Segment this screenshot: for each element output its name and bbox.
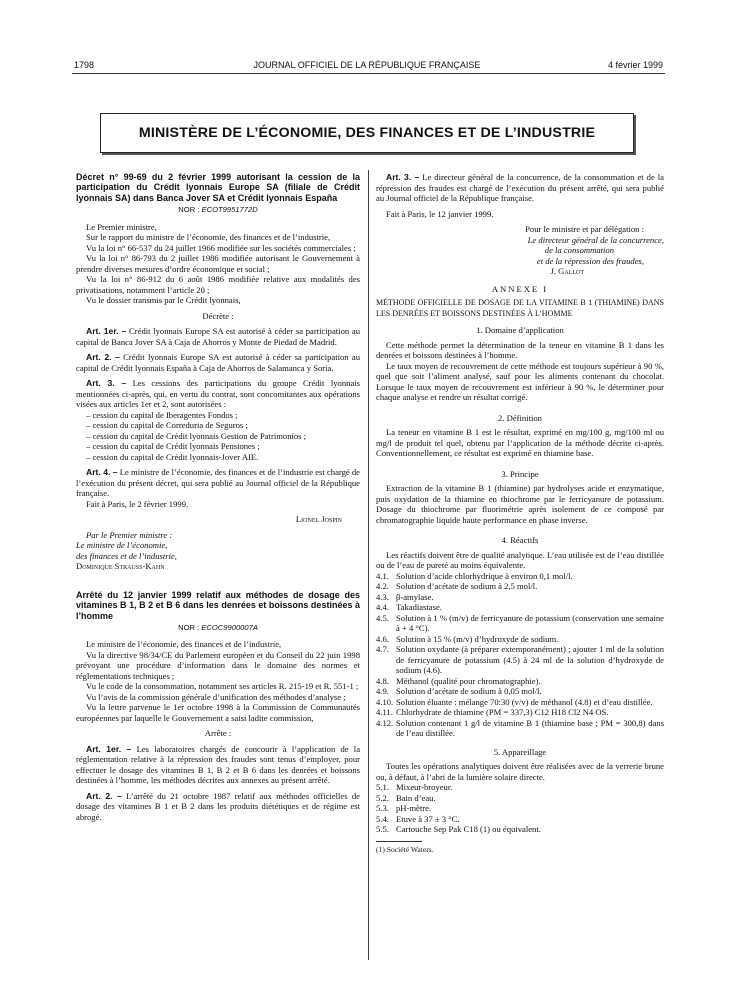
decree-article-1: Art. 1er. – Crédit lyonnais Europe SA est autorisé à céder sa participation au capital de Banca Jover SA à Caja de Ahorros y Monte de Piedad de Madrid. [76, 326, 360, 347]
list-item: 4.2. Solution d’acétate de sodium à 2,5 mol/l. [376, 581, 538, 591]
decree-nor: NOR : ECOT9951772D [178, 205, 258, 215]
section-3-p1: Extraction de la vitamine B 1 (thiamine) par hydrolyses acide et enzymatique, puis oxydation de la thiamine en thiochrome par le ferricyanure de potassium. Dosage du thiochrome par fluorimétrie après isolement de ce composé par chromatographie liquide haute performance en phase inverse. [376, 483, 664, 525]
list-item: 4.1. Solution d’acide chlorhydrique à environ 0,1 mol/l. [376, 570, 573, 581]
arrete-label: Arrête : [204, 728, 232, 739]
arrete-article-3: Art. 3. – Le directeur général de la concurrence, de la consommation et de la répression des fraudes est chargé de l’exécution du présent arrêté, qui sera publié au Journal officiel de la République française. [376, 172, 664, 203]
decree-article-2: Art. 2. – Crédit lyonnais Europe SA est autorisé à céder sa participation au capital de Crédit lyonnais España à Caja de Ahorros de Salamanca y Soria. [76, 352, 360, 373]
list-item: 4.7. Solution oxydante (à préparer extemporanément) ; ajouter 1 ml de la solution de ferricyanure de potassium (4.5) à 24 ml de la solution d’hydroxyde de sodium (4.6). [376, 644, 664, 675]
list-item: 5.3. pH-mètre. [376, 803, 432, 813]
page-number: 1798 [74, 60, 95, 70]
ministry-banner [100, 113, 634, 153]
footnote-rule [376, 841, 422, 842]
arrete-article-2: Art. 2. – L’arrêté du 21 octobre 1987 relatif aux méthodes officielles de dosage des vitamines B 1 et B 2 dans les produits diététiques et de régime est abrogé. [76, 790, 360, 822]
dg-name: J. Gallot [550, 266, 584, 276]
annexe-heading: MÉTHODE OFFICIELLE DE DOSAGE DE LA VITAMINE B 1 (THIAMINE) DANS LES DENRÉES ET BOISSONS DESTINÉES À L’HOMME [376, 298, 664, 318]
section-2-title: 2. Définition [498, 412, 542, 423]
list-item: 4.3. β-amylase. [376, 591, 434, 602]
ministry-title: MINISTÈRE DE L’ÉCONOMIE, DES FINANCES ET DE L’INDUSTRIE [138, 125, 596, 141]
section-1-title: 1. Domaine d’application [476, 325, 564, 335]
right-column [376, 172, 664, 855]
section-5-title: 5. Appareillage [493, 746, 547, 757]
left-column [76, 172, 360, 822]
arrete-title: Arrêté du 12 janvier 1999 relatif aux méthodes de dosage des vitamines B 1, B 2 et B 6 dans les denrées et boissons destinées à l’homme [76, 589, 360, 621]
section-3-title: 3. Principe [501, 468, 539, 479]
list-item: 5.4. Etuve à 37 ± 3 °C. [376, 813, 460, 824]
dg-title-3: et de la répression des fraudes, [536, 255, 644, 266]
decrete-label: Décrète : [202, 310, 234, 321]
journal-title: JOURNAL OFFICIEL DE LA RÉPUBLIQUE FRANÇAISE [253, 60, 481, 70]
header-rule [72, 73, 665, 74]
minister-title-1: Le ministre de l’économie, [76, 540, 168, 551]
apparatus-list [376, 782, 664, 835]
arrete-article-1: Art. 1er. – Les laboratoires chargés de concourir à l’application de la réglementation relative à la répression des fraudes sont tenus d’employer, pour effectuer le dosage des vitamines B 1, B 2 et B 6 dans les denrées et boissons destinées à l’homme, les méthodes décrites aux annexes au présent arrêté. [76, 743, 361, 786]
reagent-list [376, 571, 664, 739]
annexe-label: ANNEXE I [491, 283, 549, 294]
list-item: 5.2. Bain d’eau. [376, 792, 436, 803]
section-1-p1: Cette méthode permet la détermination de la teneur en vitamine B 1 dans les denrées et boissons destinées à l’homme. [376, 339, 664, 360]
list-item: 4.6. Solution à 15 % (m/v) d’hydroxyde de sodium. [376, 633, 559, 644]
arrete-nor: NOR : ECOC9900007A [178, 622, 258, 632]
arrete-fait: Fait à Paris, le 12 janvier 1999. [386, 208, 494, 219]
decree-article-3: Art. 3. – Les cessions des participations du groupe Crédit lyonnais mentionnées ci-après, qui, en vertu du contrat, sont concomitantes aux opérations visées aux articles 1er et 2, sont autorisées : [76, 378, 360, 410]
list-item: 4.9. Solution d’acétate de sodium à 0,05 mol/l. [376, 686, 542, 696]
section-2-p1: La teneur en vitamine B 1 est le résultat, exprimé en mg/100 g, mg/100 ml ou mg/l de produit tel quel, obtenu par l’application de la méthode décrite ci-après. Conventionnellement, ce résultat est exprimé en thiamine base. [376, 427, 664, 458]
list-item: 4.5. Solution à 1 % (m/v) de ferricyanure de potassium (conservation une semaine à + 4 °C). [376, 612, 664, 633]
decree-signatory: Lionel Jospin [295, 514, 342, 525]
list-item: 4.8. Méthanol (qualité pour chromatographie). [376, 675, 541, 686]
minister-title-2: des finances et de l’industrie, [76, 550, 177, 561]
decree-intro: Le Premier ministre, Sur le rapport du ministre de l’économie, des finances et de l’industrie, Vu la loi n° 66-537 du 24 juillet 1966 modifiée sur les sociétés commerciales ; Vu la loi n° 86-793 du 2 juillet 1986 modifiée autorisant le Gouvernement à prendre diverses mesures d’ordre économique et social ; Vu la loi n° 86-912 du 6 août 1986 modifiée relative aux modalités des privatisations, notamment l’article 20 ; Vu le dossier transmis par le Crédit lyonnais, [76, 221, 360, 306]
list-item: 5.1. Mixeur-broyeur. [376, 782, 453, 792]
list-item: 4.4. Takadiastase. [376, 602, 442, 612]
decree-title: Décret n° 99-69 du 2 février 1999 autorisant la cession de la participation du Crédit lyonnais Europe SA (filiale de Crédit lyonnais SA) dans Banca Jover SA et Crédit lyonnais España [76, 172, 360, 203]
list-item: 4.11. Chlorhydrate de thiamine (PM = 337,3) C12 H18 Cl2 N4 OS. [376, 707, 609, 717]
decree-par: Par le Premier ministre : [86, 529, 173, 540]
list-item: 4.12. Solution contenant 1 g/l de vitamine B 1 (thiamine base ; PM = 300,8) dans de l’eau distillée. [376, 717, 664, 738]
dg-title-1: Le directeur général de la concurrence, [527, 234, 664, 245]
decree-article-3-list: – cession du capital de Iberagentes Fondos ; – cession du capital de Correduria de Seguros ; – cession du capital de Crédit lyonnais Gestion de Patrimonios ; – cession du capital de Crédit lyonnais Pensiones ; – cession du capital de Crédit lyonnais-Jover AIE. [86, 409, 307, 462]
decree-article-4: Art. 4. – Le ministre de l’économie, des finances et de l’industrie est chargé de l’exécution du présent décret, qui sera publié au Journal officiel de la République française. [76, 467, 360, 499]
footnote: (1) Société Waters. [376, 844, 434, 854]
list-item: 5.5. Cartouche Sep Pak C18 (1) ou équivalent. [376, 824, 541, 834]
issue-date: 4 février 1999 [607, 60, 663, 70]
arrete-intro: Le ministre de l’économie, des finances et de l’industrie, Vu la directive 98/34/CE du Parlement européen et du Conseil du 22 juin 1998 prévoyant une procédure d’information dans le domaine des normes et réglementations techniques ; Vu le code de la consommation, notamment ses articles R. 215-19 et R. 551-1 ; Vu l’avis de la commission générale d’unification des méthodes d’analyse ; Vu la lettre parvenue le 1er octobre 1998 à la Commission de Communautés européennes par laquelle le Gouvernement a saisi ladite commission, [76, 639, 360, 723]
section-5-p1: Toutes les opérations analytiques doivent être réalisées avec de la verrerie brune ou, à défaut, à l’abri de la lumière solaire directe. [376, 761, 664, 782]
list-item: 4.10. Solution éluante : mélange 70:30 (v/v) de méthanol (4.8) et d’eau distillée. [376, 696, 653, 707]
section-4-p1: Les réactifs doivent être de qualité analytique. L’eau utilisée est de l’eau distillée ou de l’eau de pureté au moins équivalente. [376, 549, 664, 570]
column-divider [368, 170, 369, 960]
decree-fait: Fait à Paris, le 2 février 1999. [86, 498, 189, 509]
dg-title-2: de la consommation [544, 245, 614, 255]
section-4-title: 4. Réactifs [501, 535, 539, 545]
minister-name: Dominique Strauss-Kahn [76, 561, 165, 572]
delegation: Pour le ministre et par délégation : [525, 224, 644, 234]
section-1-p2: Le taux moyen de recouvrement de cette méthode est toujours supérieur à 90 %, quel que soit l’aliment analysé, sauf pour les aliments contenant du chocolat. Lorsque le taux moyen de recouvrement est inférieur à 90 %, le déterminer pour chaque analyse et rendre un résultat corrigé. [376, 360, 664, 402]
